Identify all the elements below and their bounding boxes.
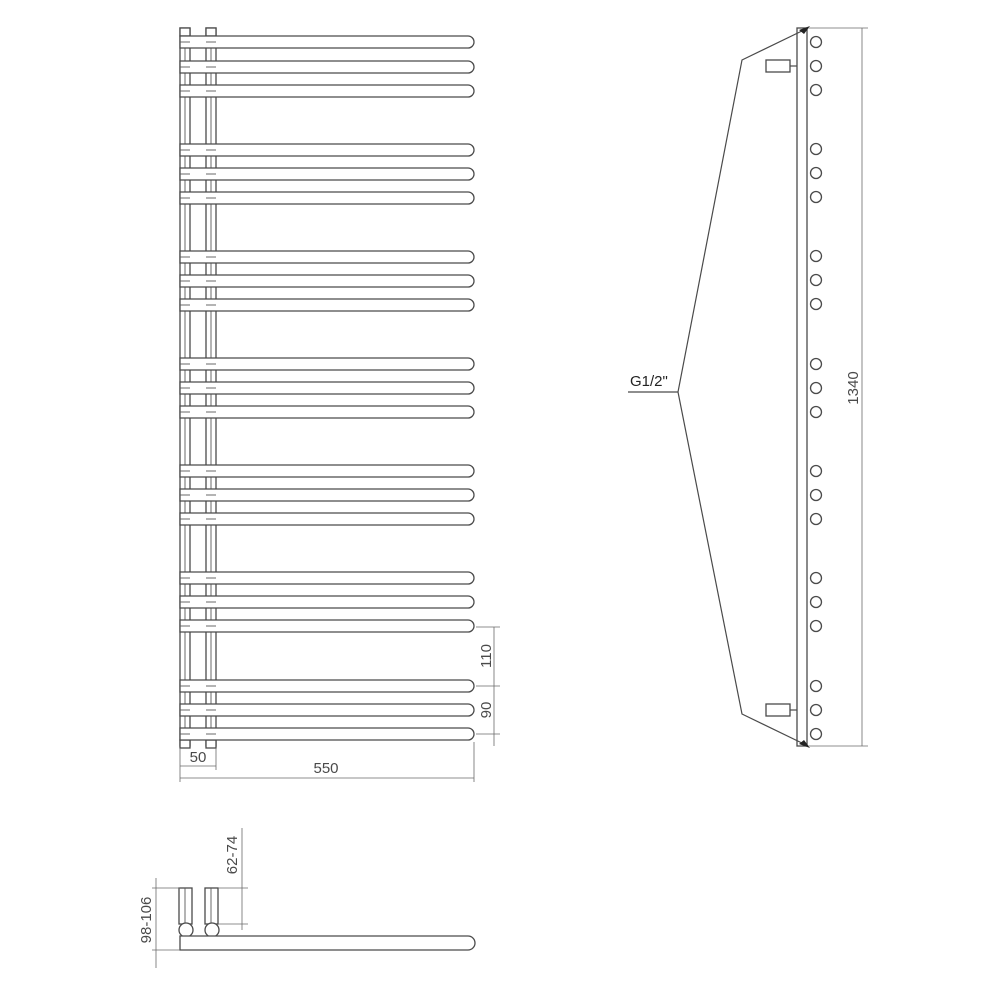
- bottom-bracket: [766, 704, 790, 716]
- bar-section-circle: [811, 37, 822, 48]
- bar-section-circle: [811, 61, 822, 72]
- dimension-wall-distance: [138, 878, 180, 968]
- bar-section-circle: [811, 621, 822, 632]
- towel-bar: [180, 85, 474, 97]
- towel-bar: [180, 704, 474, 716]
- front-view: [180, 28, 500, 782]
- bar-section-circle: [811, 251, 822, 262]
- dimension-label-50: 50: [189, 749, 207, 766]
- valve-left: [179, 888, 192, 924]
- bar-section-circle: [811, 359, 822, 370]
- side-riser: [797, 28, 807, 746]
- dimension-label-1340: 1340: [845, 371, 862, 405]
- riser-section-right: [205, 923, 219, 937]
- bar-section-circle: [811, 168, 822, 179]
- connection-size-label: G1/2": [630, 373, 668, 390]
- towel-bar: [180, 144, 474, 156]
- dimension-label-98-106: 98-106: [138, 896, 155, 944]
- top-view: [138, 828, 475, 968]
- bar-section-circle: [811, 573, 822, 584]
- bar-section-circle: [811, 192, 822, 203]
- dimension-valve-height: [218, 828, 248, 930]
- towel-bar: [180, 251, 474, 263]
- dimension-label-90: 90: [478, 701, 495, 719]
- bar-sections: [811, 37, 822, 740]
- towel-bar: [180, 596, 474, 608]
- towel-bar: [180, 299, 474, 311]
- towel-bar: [180, 572, 474, 584]
- towel-bar: [180, 36, 474, 48]
- towel-bar: [180, 382, 474, 394]
- horizontal-bars: [180, 36, 474, 740]
- bar-section-circle: [811, 383, 822, 394]
- towel-bar: [180, 728, 474, 740]
- bar-section-circle: [811, 729, 822, 740]
- riser-section-left: [179, 923, 193, 937]
- top-bar: [180, 936, 475, 950]
- bar-section-circle: [811, 466, 822, 477]
- towel-bar: [180, 275, 474, 287]
- towel-bar: [180, 620, 474, 632]
- bar-section-circle: [811, 490, 822, 501]
- towel-bar: [180, 513, 474, 525]
- bar-section-circle: [811, 275, 822, 286]
- towel-bar: [180, 192, 474, 204]
- bar-section-circle: [811, 144, 822, 155]
- connection-leader: [628, 26, 810, 748]
- towel-bar: [180, 61, 474, 73]
- towel-bar: [180, 168, 474, 180]
- bar-section-circle: [811, 681, 822, 692]
- dimension-label-110: 110: [478, 644, 495, 668]
- dimension-vertical-spacing: [476, 627, 500, 746]
- bar-section-circle: [811, 597, 822, 608]
- dimension-pipe-spacing: [180, 748, 216, 782]
- dimension-label-550: 550: [313, 760, 339, 777]
- towel-bar: [180, 358, 474, 370]
- dimension-label-62-74: 62-74: [224, 835, 241, 875]
- bar-section-circle: [811, 705, 822, 716]
- bar-section-circle: [811, 514, 822, 525]
- bar-section-circle: [811, 407, 822, 418]
- towel-bar: [180, 680, 474, 692]
- side-view: [628, 26, 868, 748]
- top-bracket: [766, 60, 790, 72]
- towel-bar: [180, 489, 474, 501]
- towel-bar: [180, 465, 474, 477]
- towel-bar: [180, 406, 474, 418]
- bar-section-circle: [811, 85, 822, 96]
- dimension-width: [180, 742, 474, 782]
- bar-section-circle: [811, 299, 822, 310]
- valve-right: [205, 888, 218, 924]
